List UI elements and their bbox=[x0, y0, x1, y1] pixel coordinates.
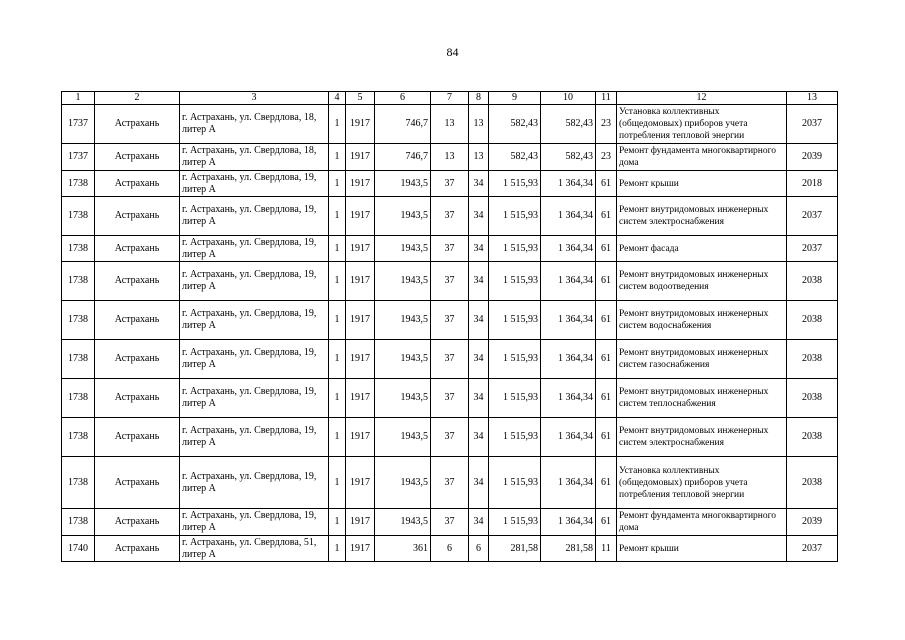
year-cell: 1917 bbox=[346, 262, 375, 301]
col7-cell: 37 bbox=[431, 171, 469, 197]
col7-cell: 37 bbox=[431, 197, 469, 236]
col8-cell: 34 bbox=[469, 171, 489, 197]
plan-year-cell: 2037 bbox=[787, 236, 838, 262]
address-cell: г. Астрахань, ул. Свердлова, 19, литер А bbox=[180, 171, 329, 197]
col9-cell: 1 515,93 bbox=[489, 509, 541, 536]
col7-cell: 6 bbox=[431, 536, 469, 562]
col4-cell: 1 bbox=[329, 105, 346, 144]
col8-cell: 34 bbox=[469, 457, 489, 509]
address-cell: г. Астрахань, ул. Свердлова, 19, литер А bbox=[180, 236, 329, 262]
address-cell: г. Астрахань, ул. Свердлова, 19, литер А bbox=[180, 301, 329, 340]
work-type-cell: Ремонт внутридомовых инженерных систем электроснабжения bbox=[617, 418, 787, 457]
col9-cell: 1 515,93 bbox=[489, 418, 541, 457]
col10-cell: 1 364,34 bbox=[541, 509, 596, 536]
col8-cell: 13 bbox=[469, 105, 489, 144]
row-number-cell: 1737 bbox=[62, 144, 95, 171]
col8-cell: 34 bbox=[469, 236, 489, 262]
col9-cell: 1 515,93 bbox=[489, 379, 541, 418]
year-cell: 1917 bbox=[346, 105, 375, 144]
plan-year-cell: 2037 bbox=[787, 105, 838, 144]
col7-cell: 37 bbox=[431, 236, 469, 262]
year-cell: 1917 bbox=[346, 301, 375, 340]
year-cell: 1917 bbox=[346, 418, 375, 457]
col10-cell: 1 364,34 bbox=[541, 418, 596, 457]
col8-cell: 34 bbox=[469, 509, 489, 536]
year-cell: 1917 bbox=[346, 509, 375, 536]
col11-cell: 61 bbox=[596, 197, 617, 236]
col11-cell: 61 bbox=[596, 509, 617, 536]
city-cell: Астрахань bbox=[95, 197, 180, 236]
col9-cell: 1 515,93 bbox=[489, 457, 541, 509]
row-number-cell: 1738 bbox=[62, 379, 95, 418]
col7-cell: 37 bbox=[431, 340, 469, 379]
table-row bbox=[62, 457, 838, 509]
col7-cell: 37 bbox=[431, 379, 469, 418]
year-cell: 1917 bbox=[346, 236, 375, 262]
col10-cell: 582,43 bbox=[541, 144, 596, 171]
col10-cell: 1 364,34 bbox=[541, 171, 596, 197]
table-row bbox=[62, 340, 838, 379]
row-number-cell: 1738 bbox=[62, 301, 95, 340]
col11-cell: 61 bbox=[596, 262, 617, 301]
year-cell: 1917 bbox=[346, 197, 375, 236]
work-type-cell: Ремонт крыши bbox=[617, 171, 787, 197]
col8-cell: 6 bbox=[469, 536, 489, 562]
col4-cell: 1 bbox=[329, 236, 346, 262]
col9-cell: 1 515,93 bbox=[489, 171, 541, 197]
work-type-cell: Ремонт внутридомовых инженерных систем водоснабжения bbox=[617, 301, 787, 340]
header-row bbox=[62, 92, 838, 105]
plan-year-cell: 2039 bbox=[787, 509, 838, 536]
city-cell: Астрахань bbox=[95, 536, 180, 562]
table-row bbox=[62, 301, 838, 340]
col7-cell: 37 bbox=[431, 262, 469, 301]
page-number: 84 bbox=[446, 45, 459, 59]
city-cell: Астрахань bbox=[95, 105, 180, 144]
col8-cell: 34 bbox=[469, 418, 489, 457]
row-number-cell: 1740 bbox=[62, 536, 95, 562]
table-row bbox=[62, 379, 838, 418]
col10-cell: 1 364,34 bbox=[541, 197, 596, 236]
address-cell: г. Астрахань, ул. Свердлова, 51, литер А bbox=[180, 536, 329, 562]
row-number-cell: 1738 bbox=[62, 171, 95, 197]
header-cell: 1 bbox=[62, 92, 95, 105]
row-number-cell: 1738 bbox=[62, 197, 95, 236]
header-cell: 12 bbox=[617, 92, 787, 105]
col11-cell: 11 bbox=[596, 536, 617, 562]
row-number-cell: 1738 bbox=[62, 418, 95, 457]
col9-cell: 1 515,93 bbox=[489, 301, 541, 340]
table-row bbox=[62, 536, 838, 562]
year-cell: 1917 bbox=[346, 340, 375, 379]
table-row bbox=[62, 105, 838, 144]
col7-cell: 37 bbox=[431, 457, 469, 509]
table-row bbox=[62, 144, 838, 171]
col10-cell: 1 364,34 bbox=[541, 340, 596, 379]
area-cell: 1943,5 bbox=[375, 262, 431, 301]
col4-cell: 1 bbox=[329, 262, 346, 301]
city-cell: Астрахань bbox=[95, 457, 180, 509]
address-cell: г. Астрахань, ул. Свердлова, 18, литер А bbox=[180, 105, 329, 144]
col9-cell: 1 515,93 bbox=[489, 197, 541, 236]
col10-cell: 1 364,34 bbox=[541, 457, 596, 509]
capital-repair-table bbox=[61, 91, 838, 562]
col10-cell: 1 364,34 bbox=[541, 262, 596, 301]
header-cell: 3 bbox=[180, 92, 329, 105]
year-cell: 1917 bbox=[346, 536, 375, 562]
area-cell: 746,7 bbox=[375, 144, 431, 171]
address-cell: г. Астрахань, ул. Свердлова, 19, литер А bbox=[180, 262, 329, 301]
area-cell: 1943,5 bbox=[375, 171, 431, 197]
plan-year-cell: 2038 bbox=[787, 457, 838, 509]
header-cell: 10 bbox=[541, 92, 596, 105]
address-cell: г. Астрахань, ул. Свердлова, 18, литер А bbox=[180, 144, 329, 171]
table-row bbox=[62, 171, 838, 197]
area-cell: 1943,5 bbox=[375, 340, 431, 379]
row-number-cell: 1737 bbox=[62, 105, 95, 144]
col11-cell: 61 bbox=[596, 340, 617, 379]
col11-cell: 61 bbox=[596, 171, 617, 197]
col4-cell: 1 bbox=[329, 536, 346, 562]
col10-cell: 1 364,34 bbox=[541, 301, 596, 340]
col4-cell: 1 bbox=[329, 197, 346, 236]
work-type-cell: Ремонт фундамента многоквартирного дома bbox=[617, 144, 787, 171]
year-cell: 1917 bbox=[346, 379, 375, 418]
col8-cell: 34 bbox=[469, 197, 489, 236]
col4-cell: 1 bbox=[329, 340, 346, 379]
row-number-cell: 1738 bbox=[62, 236, 95, 262]
row-number-cell: 1738 bbox=[62, 509, 95, 536]
header-cell: 5 bbox=[346, 92, 375, 105]
address-cell: г. Астрахань, ул. Свердлова, 19, литер А bbox=[180, 197, 329, 236]
city-cell: Астрахань bbox=[95, 418, 180, 457]
work-type-cell: Установка коллективных (общедомовых) приборов учета потребления тепловой энергии bbox=[617, 457, 787, 509]
plan-year-cell: 2038 bbox=[787, 379, 838, 418]
table-row bbox=[62, 236, 838, 262]
col10-cell: 1 364,34 bbox=[541, 236, 596, 262]
work-type-cell: Ремонт внутридомовых инженерных систем водоотведения bbox=[617, 262, 787, 301]
plan-year-cell: 2038 bbox=[787, 301, 838, 340]
area-cell: 1943,5 bbox=[375, 236, 431, 262]
row-number-cell: 1738 bbox=[62, 457, 95, 509]
city-cell: Астрахань bbox=[95, 509, 180, 536]
col4-cell: 1 bbox=[329, 418, 346, 457]
col11-cell: 61 bbox=[596, 379, 617, 418]
plan-year-cell: 2038 bbox=[787, 418, 838, 457]
work-type-cell: Ремонт внутридомовых инженерных систем теплоснабжения bbox=[617, 379, 787, 418]
header-cell: 7 bbox=[431, 92, 469, 105]
col9-cell: 582,43 bbox=[489, 105, 541, 144]
city-cell: Астрахань bbox=[95, 340, 180, 379]
plan-year-cell: 2038 bbox=[787, 262, 838, 301]
area-cell: 1943,5 bbox=[375, 509, 431, 536]
col9-cell: 582,43 bbox=[489, 144, 541, 171]
address-cell: г. Астрахань, ул. Свердлова, 19, литер А bbox=[180, 340, 329, 379]
area-cell: 1943,5 bbox=[375, 197, 431, 236]
col8-cell: 34 bbox=[469, 262, 489, 301]
col11-cell: 61 bbox=[596, 457, 617, 509]
col7-cell: 37 bbox=[431, 418, 469, 457]
header-cell: 13 bbox=[787, 92, 838, 105]
city-cell: Астрахань bbox=[95, 171, 180, 197]
area-cell: 746,7 bbox=[375, 105, 431, 144]
col8-cell: 34 bbox=[469, 379, 489, 418]
col4-cell: 1 bbox=[329, 457, 346, 509]
plan-year-cell: 2039 bbox=[787, 144, 838, 171]
header-cell: 8 bbox=[469, 92, 489, 105]
col8-cell: 34 bbox=[469, 301, 489, 340]
col11-cell: 61 bbox=[596, 418, 617, 457]
year-cell: 1917 bbox=[346, 457, 375, 509]
table-row bbox=[62, 197, 838, 236]
col4-cell: 1 bbox=[329, 144, 346, 171]
header-cell: 4 bbox=[329, 92, 346, 105]
plan-year-cell: 2037 bbox=[787, 536, 838, 562]
col11-cell: 61 bbox=[596, 301, 617, 340]
address-cell: г. Астрахань, ул. Свердлова, 19, литер А bbox=[180, 457, 329, 509]
col8-cell: 34 bbox=[469, 340, 489, 379]
plan-year-cell: 2018 bbox=[787, 171, 838, 197]
header-cell: 9 bbox=[489, 92, 541, 105]
work-type-cell: Ремонт фасада bbox=[617, 236, 787, 262]
city-cell: Астрахань bbox=[95, 262, 180, 301]
col9-cell: 1 515,93 bbox=[489, 236, 541, 262]
area-cell: 1943,5 bbox=[375, 457, 431, 509]
area-cell: 361 bbox=[375, 536, 431, 562]
work-type-cell: Ремонт крыши bbox=[617, 536, 787, 562]
plan-year-cell: 2037 bbox=[787, 197, 838, 236]
col10-cell: 1 364,34 bbox=[541, 379, 596, 418]
address-cell: г. Астрахань, ул. Свердлова, 19, литер А bbox=[180, 509, 329, 536]
col9-cell: 1 515,93 bbox=[489, 340, 541, 379]
row-number-cell: 1738 bbox=[62, 340, 95, 379]
header-cell: 11 bbox=[596, 92, 617, 105]
col4-cell: 1 bbox=[329, 509, 346, 536]
address-cell: г. Астрахань, ул. Свердлова, 19, литер А bbox=[180, 418, 329, 457]
col10-cell: 582,43 bbox=[541, 105, 596, 144]
col10-cell: 281,58 bbox=[541, 536, 596, 562]
col11-cell: 23 bbox=[596, 144, 617, 171]
work-type-cell: Ремонт внутридомовых инженерных систем газоснабжения bbox=[617, 340, 787, 379]
city-cell: Астрахань bbox=[95, 144, 180, 171]
col4-cell: 1 bbox=[329, 379, 346, 418]
work-type-cell: Ремонт внутридомовых инженерных систем электроснабжения bbox=[617, 197, 787, 236]
col9-cell: 1 515,93 bbox=[489, 262, 541, 301]
city-cell: Астрахань bbox=[95, 301, 180, 340]
row-number-cell: 1738 bbox=[62, 262, 95, 301]
table-row bbox=[62, 509, 838, 536]
col7-cell: 37 bbox=[431, 301, 469, 340]
col8-cell: 13 bbox=[469, 144, 489, 171]
col9-cell: 281,58 bbox=[489, 536, 541, 562]
col4-cell: 1 bbox=[329, 301, 346, 340]
address-cell: г. Астрахань, ул. Свердлова, 19, литер А bbox=[180, 379, 329, 418]
area-cell: 1943,5 bbox=[375, 379, 431, 418]
work-type-cell: Ремонт фундамента многоквартирного дома bbox=[617, 509, 787, 536]
table-row bbox=[62, 262, 838, 301]
col7-cell: 13 bbox=[431, 144, 469, 171]
col11-cell: 61 bbox=[596, 236, 617, 262]
area-cell: 1943,5 bbox=[375, 301, 431, 340]
work-type-cell: Установка коллективных (общедомовых) приборов учета потребления тепловой энергии bbox=[617, 105, 787, 144]
city-cell: Астрахань bbox=[95, 379, 180, 418]
col4-cell: 1 bbox=[329, 171, 346, 197]
year-cell: 1917 bbox=[346, 171, 375, 197]
city-cell: Астрахань bbox=[95, 236, 180, 262]
header-cell: 2 bbox=[95, 92, 180, 105]
area-cell: 1943,5 bbox=[375, 418, 431, 457]
col11-cell: 23 bbox=[596, 105, 617, 144]
plan-year-cell: 2038 bbox=[787, 340, 838, 379]
col7-cell: 37 bbox=[431, 509, 469, 536]
year-cell: 1917 bbox=[346, 144, 375, 171]
table-row bbox=[62, 418, 838, 457]
header-cell: 6 bbox=[375, 92, 431, 105]
col7-cell: 13 bbox=[431, 105, 469, 144]
